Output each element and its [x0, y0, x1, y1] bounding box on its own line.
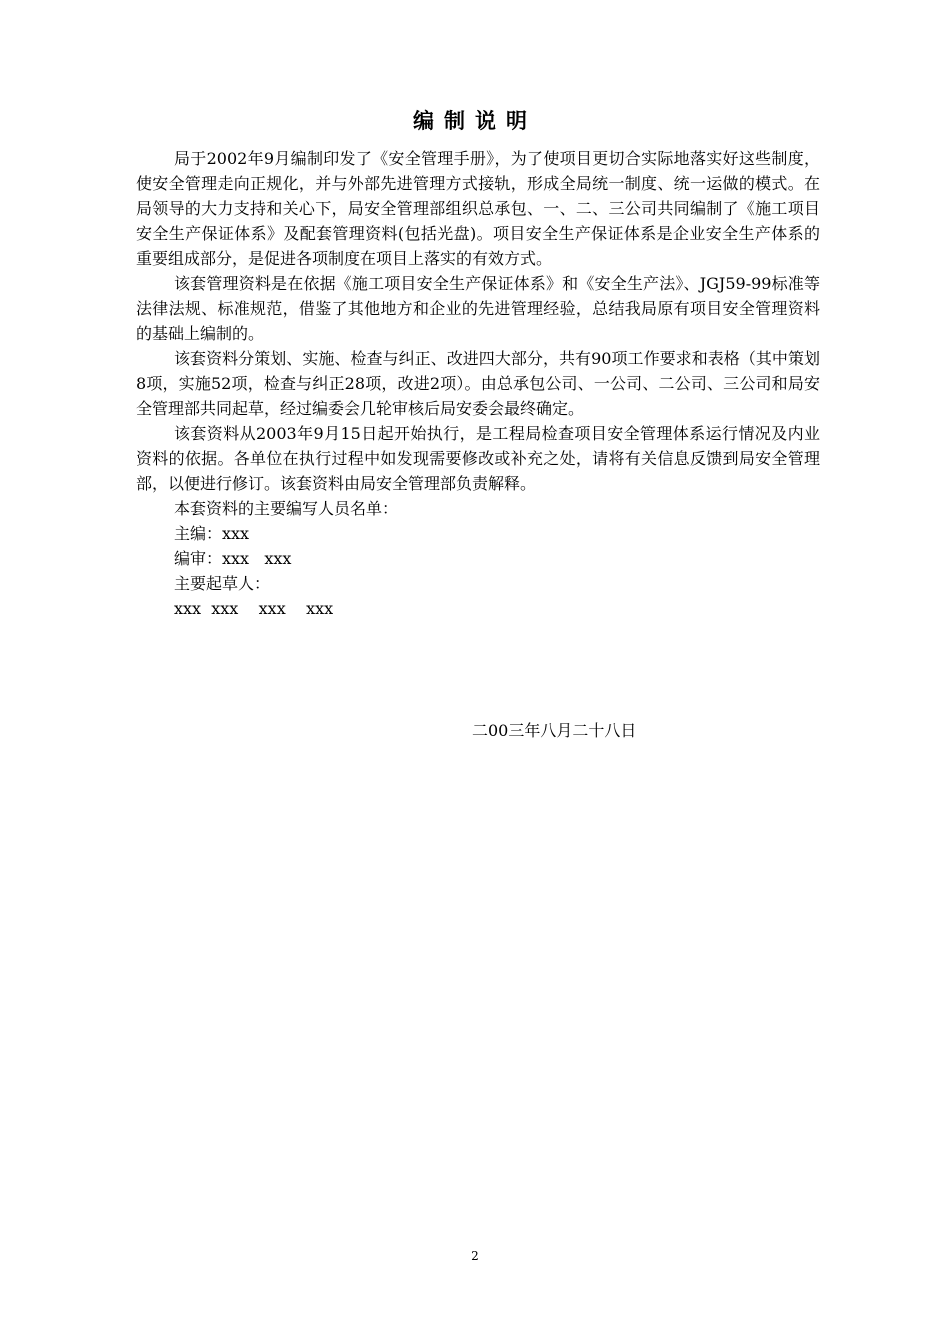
- paragraph-1: 局于2002年9月编制印发了《安全管理手册》，为了使项目更切合实际地落实好这些制度，使安全管理走向正规化，并与外部先进管理方式接轨，形成全局统一制度、统一运做的模式。在局领导的大力支持和关心下，局安全管理部组织总承包、一、二、三公司共同编制了《施工项目安全生产保证体系》及配套管理资料(包括光盘)。项目安全生产保证体系是企业安全生产体系的重要组成部分，是促进各项制度在项目上落实的有效方式。: [136, 149, 820, 268]
- document-title: 编制说明: [413, 109, 537, 133]
- document-date: 二00三年八月二十八日: [472, 721, 637, 740]
- staff-heading: 本套资料的主要编写人员名单：: [174, 499, 399, 518]
- paragraph-3: 该套资料分策划、实施、检查与纠正、改进四大部分，共有90项工作要求和表格（其中策划8项，实施52项，检查与纠正28项，改进2项）。由总承包公司、一公司、二公司、三公司和局安全管理部共同起草，经过编委会几轮审核后局安委会最终确定。: [136, 349, 820, 418]
- paragraph-4: 该套资料从2003年9月15日起开始执行，是工程局检查项目安全管理体系运行情况及内业资料的依据。各单位在执行过程中如发现需要修改或补充之处，请将有关信息反馈到局安全管理部，以便进行修订。该套资料由局安全管理部负责解释。: [136, 424, 820, 493]
- paragraph-2: 该套管理资料是在依据《施工项目安全生产保证体系》和《安全生产法》、JGJ59-99标准等法律法规、标准规范，借鉴了其他地方和企业的先进管理经验，总结我局原有项目安全管理资料的基础上编制的。: [136, 274, 820, 343]
- page-number: 2: [471, 1249, 479, 1263]
- document-body: [136, 146, 820, 621]
- drafters-label: 主要起草人：: [174, 574, 271, 593]
- drafters-names: xxx xxx xxx xxx: [174, 599, 334, 618]
- chief-editor: 主编：xxx: [174, 524, 250, 543]
- reviewers: 编审：xxx xxx: [174, 549, 292, 568]
